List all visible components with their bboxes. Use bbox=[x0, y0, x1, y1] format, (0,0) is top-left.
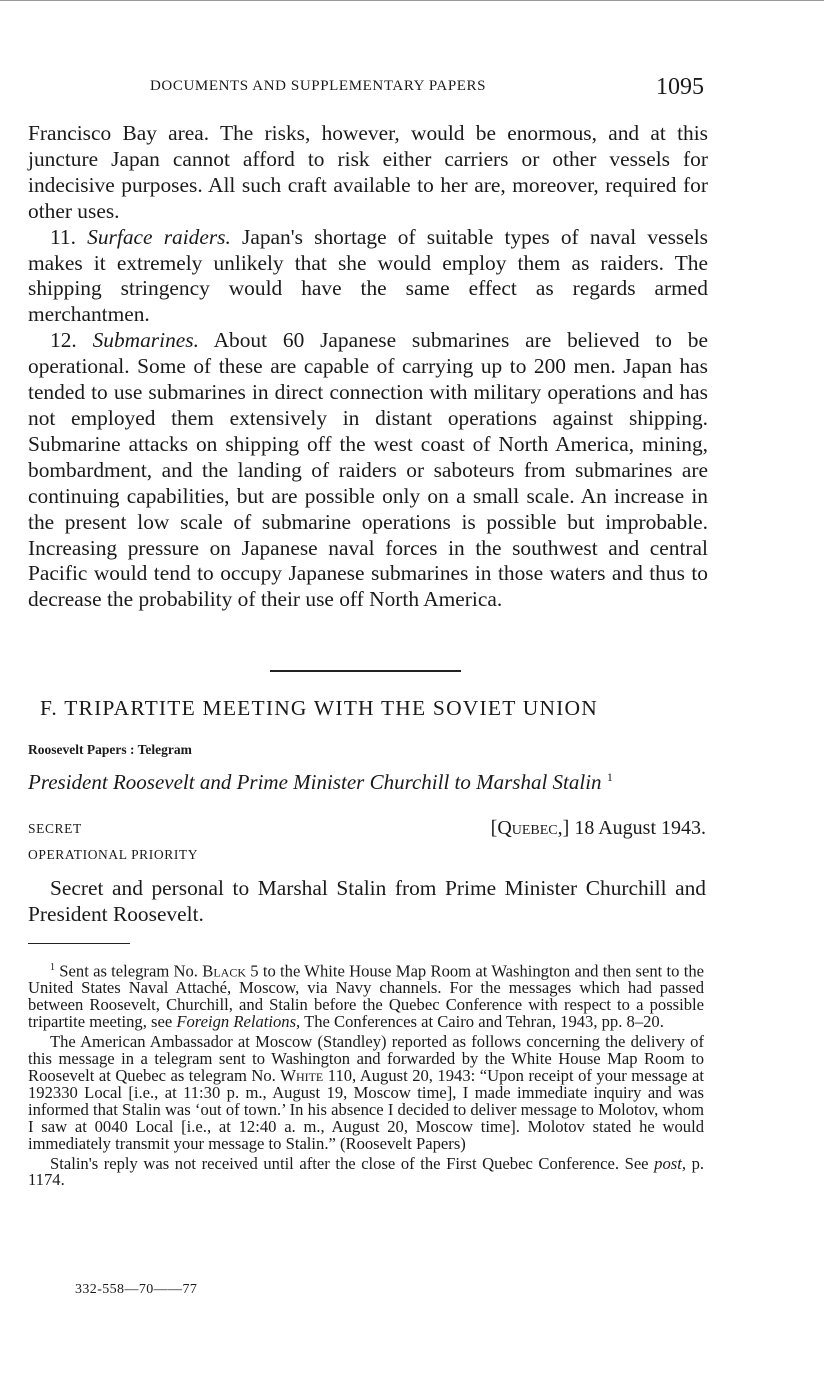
paragraph-number: 12. bbox=[50, 328, 77, 353]
footnote-italic: Foreign Relations, bbox=[176, 1012, 301, 1032]
footnote-text: The Conferences at Cairo and Tehran, 1943, pp. 8–20. bbox=[304, 1012, 664, 1032]
dateline bbox=[450, 817, 706, 840]
document-title bbox=[28, 770, 613, 795]
paragraph-text: Japan's shortage of suitable types of naval vessels makes it extremely unlikely that she would employ them as raiders. The shipping stringency would have the same effect as regards armed merchantmen. bbox=[28, 224, 708, 327]
running-head: DOCUMENTS AND SUPPLEMENTARY PAPERS bbox=[150, 78, 487, 94]
footnote-text: The American Ambassador at Moscow (Standley) reported as follows concerning the delivery of this message in a telegram sent to Washington and forwarded by the White House Map Room to Roosevelt at Quebec as telegram No. bbox=[28, 1032, 704, 1085]
footnote-mark: 1 bbox=[50, 962, 55, 973]
footnote-rule bbox=[28, 943, 130, 944]
body-text bbox=[28, 121, 708, 613]
footnote-text: 5 to the White House Map Room at Washington and then sent to the United States Naval Attaché, Moscow, via Navy channels. For the messages which had passed between Roosevelt, Churchill, and Stalin before the Quebec Conference with respect to a possible tripartite meeting, see bbox=[28, 961, 705, 1032]
paragraph-surface-raiders bbox=[28, 225, 708, 329]
footnote-smallcaps: White bbox=[280, 1065, 324, 1085]
footnote-text: 110, August 20, 1943: “Upon receipt of your message at 192330 Local [i.e., at 11:30 p. m., August 19, Moscow time], I made immediate inquiry and was informed that Stalin was ‘out of town.’ In his absence I decided to deliver message to Molotov, whom I saw at 0040 Local [i.e., at 12:40 a. m., August 20, Moscow time]. Molotov stated he would immediately transmit your message to Stalin.” (Roosevelt Papers) bbox=[28, 1065, 704, 1153]
paragraph-text: About 60 Japanese submarines are believed to be operational. Some of these are capable of carrying up to 200 men. Japan has tended to use submarines in direct connection with military operations and has not employed them extensively in distant operations against shipping. Submarine attacks on shipping off the west coast of North America, mining, bombardment, and the landing of raiders or saboteurs from submarines are continuing capabilities, but are possible only on a small scale. An increase in the present low scale of submarine operations is possible but improbable. Increasing pressure on Japanese naval forces in the southwest and central Pacific would tend to occupy Japanese submarines in those waters and thus to decrease the probability of their use off North America. bbox=[28, 328, 708, 612]
printer-code: 332-558—70——77 bbox=[75, 1282, 198, 1297]
footnote-smallcaps: Black bbox=[202, 961, 246, 981]
paragraph-title: Submarines. bbox=[92, 328, 199, 353]
footnote-text: Sent as telegram No. bbox=[59, 961, 198, 981]
footnote-text: p. 1174. bbox=[28, 1153, 705, 1190]
priority-label: OPERATIONAL PRIORITY bbox=[28, 847, 199, 862]
dateline-bracket: [ bbox=[490, 817, 498, 839]
telegram-message: Secret and personal to Marshal Stalin from Prime Minister Churchill and President Roosevelt. bbox=[28, 876, 706, 926]
footnote-text: Stalin's reply was not received until after the close of the First Quebec Conference. See bbox=[50, 1153, 649, 1173]
footnote-italic: post, bbox=[654, 1153, 686, 1173]
paragraph-continuation: Francisco Bay area. The risks, however, would be enormous, and at this juncture Japan cannot afford to risk either carriers or other vessels for indecisive purposes. All such craft available to her are, moreover, required for other uses. bbox=[28, 121, 708, 223]
document-source: Roosevelt Papers : Telegram bbox=[28, 742, 192, 757]
dateline-place: Quebec bbox=[497, 817, 558, 839]
paragraph-submarines bbox=[28, 328, 708, 613]
section-heading: F. TRIPARTITE MEETING WITH THE SOVIET UNION bbox=[40, 696, 598, 720]
dateline-date: ,] 18 August 1943. bbox=[557, 817, 706, 839]
classification-label: SECRET bbox=[28, 821, 82, 836]
footnote-reference: 1 bbox=[606, 770, 613, 784]
page-number: 1095 bbox=[656, 74, 704, 100]
top-border bbox=[0, 0, 824, 1]
section-divider bbox=[270, 670, 461, 672]
footnote-1 bbox=[28, 960, 704, 1031]
footnote-stalin-reply bbox=[28, 1153, 705, 1190]
paragraph-title: Surface raiders. bbox=[87, 224, 231, 249]
document-title-text: President Roosevelt and Prime Minister Churchill to Marshal Stalin bbox=[28, 770, 602, 794]
footnotes bbox=[28, 960, 704, 1189]
footnote-ambassador-report bbox=[28, 1034, 704, 1152]
paragraph-number: 11. bbox=[50, 224, 76, 249]
